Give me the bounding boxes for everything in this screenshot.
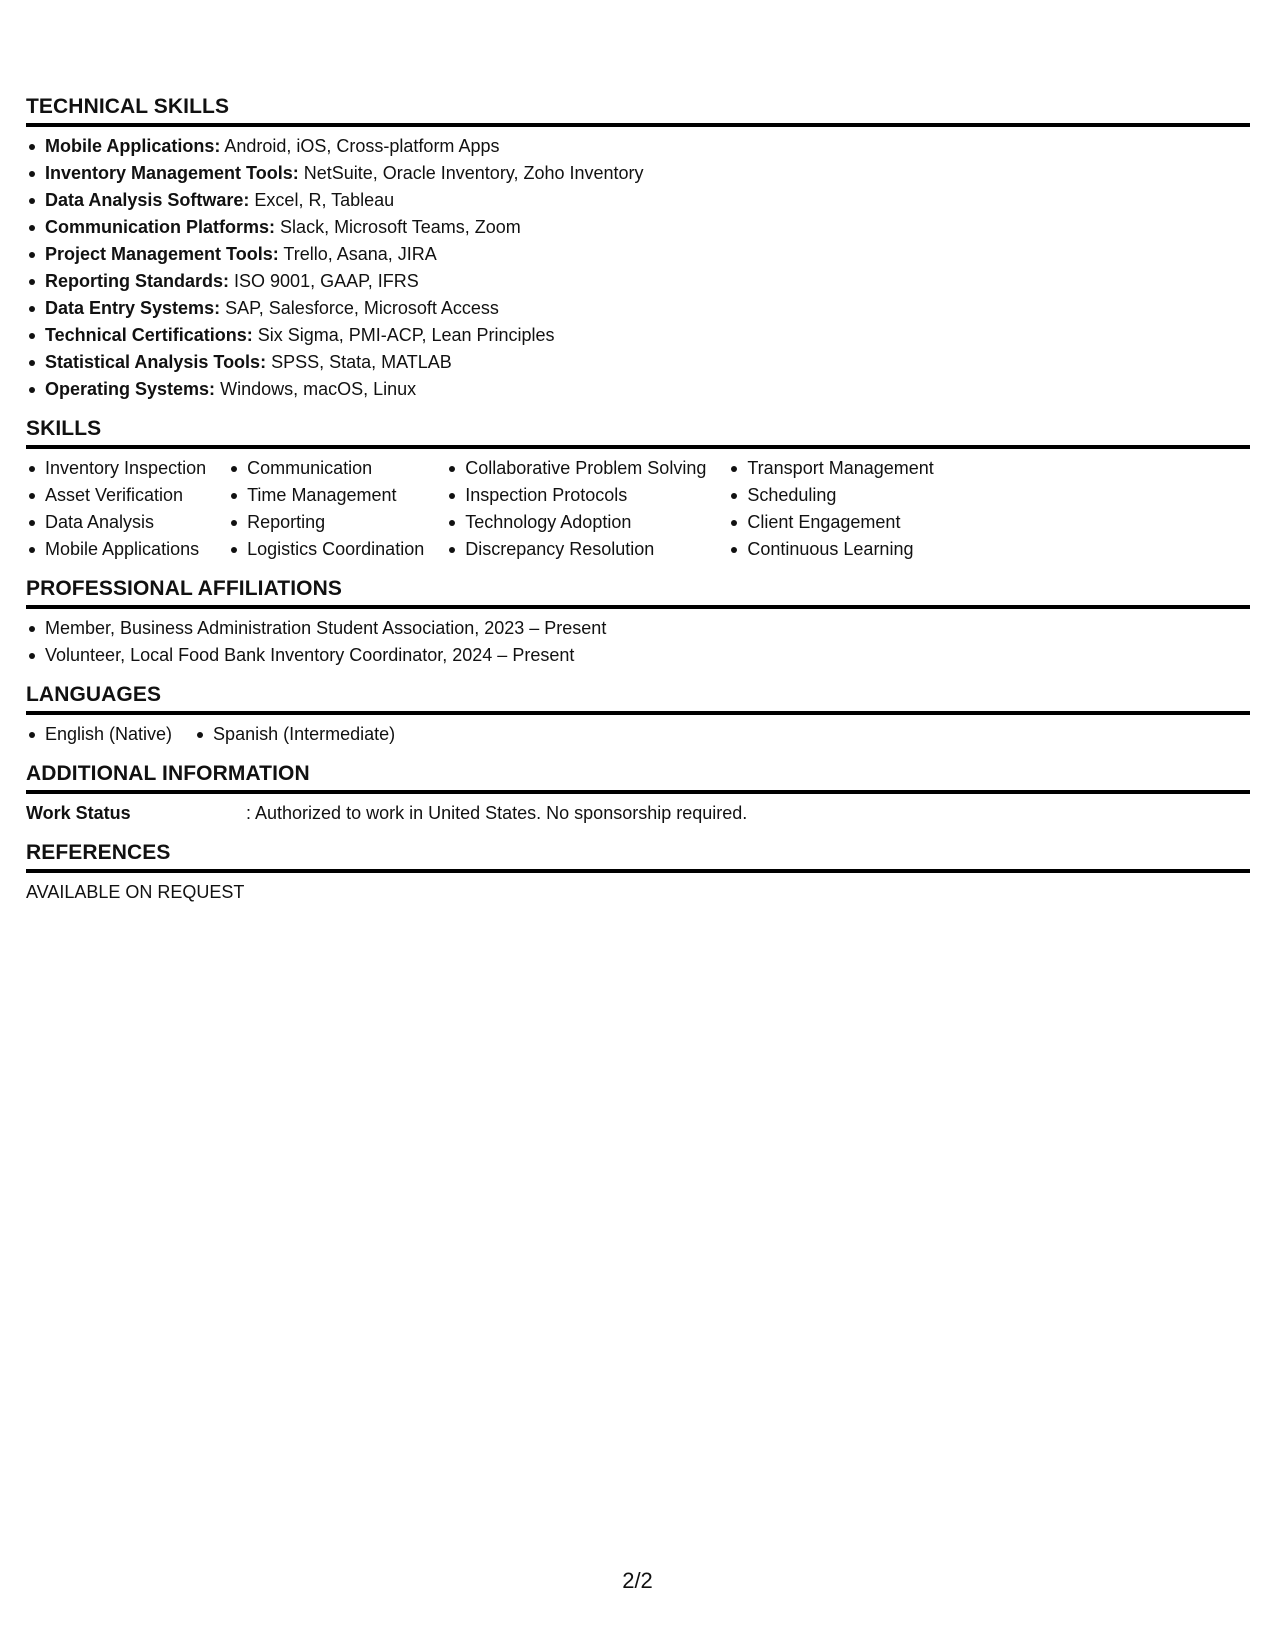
section-title-languages: LANGUAGES	[26, 683, 1250, 715]
list-item	[26, 214, 1250, 241]
references-text: AVAILABLE ON REQUEST	[26, 882, 245, 902]
skills-column-2	[228, 455, 424, 563]
page-number: 2/2	[622, 1568, 653, 1593]
item-label: Data Entry Systems:	[45, 298, 221, 318]
section-title-additional: ADDITIONAL INFORMATION	[26, 762, 1250, 794]
work-status-row	[26, 800, 1250, 827]
list-item	[26, 241, 1250, 268]
section-gap	[26, 403, 1250, 417]
list-item	[26, 322, 1250, 349]
list-item: Scheduling	[728, 482, 933, 509]
item-value: NetSuite, Oracle Inventory, Zoho Inventory	[303, 163, 644, 183]
references-section	[26, 841, 1250, 906]
technical-skills-list	[26, 133, 1250, 403]
list-item: Logistics Coordination	[228, 536, 424, 563]
affiliations-section	[26, 577, 1250, 669]
list-item: Client Engagement	[728, 509, 933, 536]
list-item: Data Analysis	[26, 509, 206, 536]
item-value: Six Sigma, PMI-ACP, Lean Principles	[257, 325, 555, 345]
item-label: Communication Platforms:	[45, 217, 276, 237]
list-item: English (Native)	[26, 721, 172, 748]
item-value: Slack, Microsoft Teams, Zoom	[280, 217, 521, 237]
languages-list	[26, 721, 1250, 748]
section-title-references: REFERENCES	[26, 841, 1250, 873]
list-item	[26, 187, 1250, 214]
item-value: SPSS, Stata, MATLAB	[271, 352, 452, 372]
list-item: Transport Management	[728, 455, 933, 482]
list-item: Communication	[228, 455, 424, 482]
item-label: Data Analysis Software:	[45, 190, 250, 210]
list-item: Technology Adoption	[446, 509, 706, 536]
list-item: Collaborative Problem Solving	[446, 455, 706, 482]
section-title-skills: SKILLS	[26, 417, 1250, 449]
list-item	[26, 295, 1250, 322]
section-gap	[26, 563, 1250, 577]
list-item: Reporting	[228, 509, 424, 536]
section-gap	[26, 748, 1250, 762]
list-item: Asset Verification	[26, 482, 206, 509]
item-value: Android, iOS, Cross-platform Apps	[224, 136, 500, 156]
item-label: Reporting Standards:	[45, 271, 230, 291]
affiliations-list	[26, 615, 1250, 669]
list-item: Spanish (Intermediate)	[194, 721, 395, 748]
list-item: Volunteer, Local Food Bank Inventory Coordinator, 2024 – Present	[26, 642, 1250, 669]
section-title-affiliations: PROFESSIONAL AFFILIATIONS	[26, 577, 1250, 609]
list-item	[26, 133, 1250, 160]
list-item: Mobile Applications	[26, 536, 206, 563]
list-item	[26, 349, 1250, 376]
section-title-technical-skills: TECHNICAL SKILLS	[26, 95, 1250, 127]
item-label: Statistical Analysis Tools:	[45, 352, 267, 372]
list-item: Inventory Inspection	[26, 455, 206, 482]
skills-column-3	[446, 455, 706, 563]
section-gap	[26, 827, 1250, 841]
item-value: SAP, Salesforce, Microsoft Access	[225, 298, 499, 318]
item-label: Inventory Management Tools:	[45, 163, 299, 183]
list-item: Time Management	[228, 482, 424, 509]
item-label: Project Management Tools:	[45, 244, 279, 264]
list-item: Inspection Protocols	[446, 482, 706, 509]
additional-info-section	[26, 762, 1250, 827]
work-status-label: Work Status	[26, 803, 131, 823]
skills-section	[26, 417, 1250, 563]
item-value: Excel, R, Tableau	[254, 190, 395, 210]
skills-column-4	[728, 455, 933, 563]
technical-skills-section	[26, 95, 1250, 403]
list-item: Continuous Learning	[728, 536, 933, 563]
list-item: Discrepancy Resolution	[446, 536, 706, 563]
list-item	[26, 160, 1250, 187]
item-value: Trello, Asana, JIRA	[283, 244, 437, 264]
list-item	[26, 376, 1250, 403]
skills-column-1	[26, 455, 206, 563]
list-item: Member, Business Administration Student Association, 2023 – Present	[26, 615, 1250, 642]
skills-grid	[26, 455, 1250, 563]
resume-page	[26, 95, 1250, 906]
work-status-value: : Authorized to work in United States. No sponsorship required.	[246, 803, 748, 823]
item-value: Windows, macOS, Linux	[220, 379, 417, 399]
languages-section	[26, 683, 1250, 748]
item-value: ISO 9001, GAAP, IFRS	[234, 271, 419, 291]
list-item	[26, 268, 1250, 295]
section-gap	[26, 669, 1250, 683]
item-label: Operating Systems:	[45, 379, 216, 399]
item-label: Technical Certifications:	[45, 325, 253, 345]
item-label: Mobile Applications:	[45, 136, 221, 156]
